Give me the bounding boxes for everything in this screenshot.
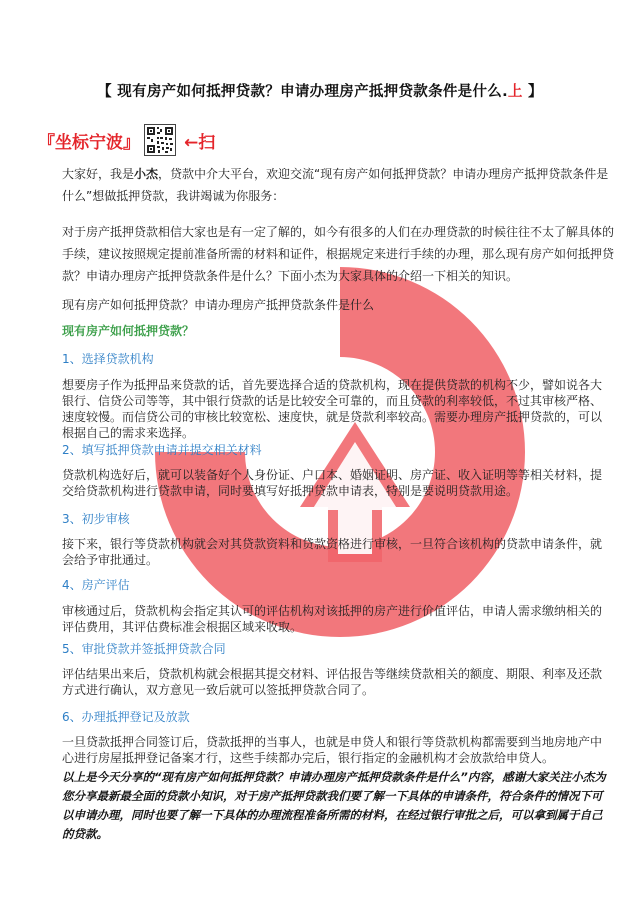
step-1-heading: 1、选择贷款机构 xyxy=(62,352,154,366)
step-5-heading: 5、审批贷款并签抵押贷款合同 xyxy=(62,642,226,656)
step-3-heading: 3、初步审核 xyxy=(62,512,130,526)
title-end-text: 】 xyxy=(522,84,543,100)
summary-paragraph: 以上是今天分享的“现有房产如何抵押贷款？申请办理房产抵押贷款条件是什么”内容，感谢大家关注小杰为您分享最新最全面的贷款小知识，对于房产抵押贷款我们要了解一下具体的申请条件，符合条件的情况下可以申请办理，同时也要了解一下具体的办理流程准备所需的材料，在经过银行审批之后，可以拿到属于自己的贷款。 xyxy=(62,770,606,841)
step-4-heading: 4、房产评估 xyxy=(62,578,130,592)
step-3-text: 接下来，银行等贷款机构就会对其贷款资料和贷款资格进行审核，一旦符合该机构的贷款申请条件，就会给予审批通过。 xyxy=(62,537,603,567)
step-2-text: 贷款机构选好后，就可以装备好个人身份证、户口本、婚姻证明、房产证、收入证明等等相关材料，提交给贷款机构进行贷款申请，同时要填写好抵押贷款申请表，特别是要说明贷款用途。 xyxy=(62,468,603,498)
qr-code-icon[interactable] xyxy=(144,124,176,156)
step-5-text: 评估结果出来后，贷款机构就会根据其提交材料、评估报告等继续贷款相关的额度、期限、利率及还款方式进行确认，双方意见一致后就可以签抵押贷款合同了。 xyxy=(62,667,603,697)
step-6-heading: 6、办理抵押登记及放款 xyxy=(62,710,190,724)
intro-start-text: 大家好，我是 xyxy=(62,167,135,181)
title-accent-text: 上 xyxy=(507,84,523,100)
step-1-text: 想要房子作为抵押品来贷款的话，首先要选择合适的贷款机构，现在提供贷款的机构不少，譬如说各大银行、信贷公司等等，其中银行贷款的话是比较安全可靠的，而且贷款的利率较低，不过其审核严格、速度较慢。而信贷公司的审核比较宽松、速度快，就是贷款利率较高。需要办理房产抵押贷款的，可以根据自己的需求来选择。 xyxy=(62,378,603,440)
brand-banner xyxy=(38,124,215,156)
intro-paragraph xyxy=(62,163,610,207)
author-name: 小杰 xyxy=(134,167,159,181)
scan-label: ←扫 xyxy=(184,132,216,153)
title-main-text: 【 现有房产如何抵押贷款？申请办理房产抵押贷款条件是什么. xyxy=(97,84,508,100)
page-title xyxy=(0,80,640,101)
paragraph-overview: 对于房产抵押贷款相信大家也是有一定了解的，如今有很多的人们在办理贷款的时候往往不太了解具体的手续，建议按照规定提前准备所需的材料和证件，根据规定来进行手续的办理，那么现有房产如何抵押贷款？申请办理房产抵押贷款条件是什么？下面小杰为大家具体的介绍一下相关的知识。 xyxy=(62,225,615,283)
step-4-text: 审核通过后，贷款机构会指定其认可的评估机构对该抵押的房产进行价值评估，申请人需求缴纳相关的评估费用，其评估费标准会根据区域来收取。 xyxy=(62,604,603,634)
step-2-heading: 2、填写抵押贷款申请并提交相关材料 xyxy=(62,443,262,457)
intro-end-text: ，贷款中介大平台，欢迎交流“现有房产如何抵押贷款？申请办理房产抵押贷款条件是什么”想做抵押贷款，我讲竭诚为你服务： xyxy=(62,167,609,203)
step-6-text: 一旦贷款抵押合同签订后，贷款抵押的当事人，也就是申贷人和银行等贷款机构都需要到当地房地产中心进行房屋抵押登记备案才行，这些手续都办完后，银行指定的金融机构才会放款给申贷人。 xyxy=(62,735,603,765)
section-heading: 现有房产如何抵押贷款？ xyxy=(62,324,195,338)
paragraph-topic: 现有房产如何抵押贷款？申请办理房产抵押贷款条件是什么 xyxy=(62,298,375,312)
brand-name: 『坐标宁波』 xyxy=(38,132,140,153)
